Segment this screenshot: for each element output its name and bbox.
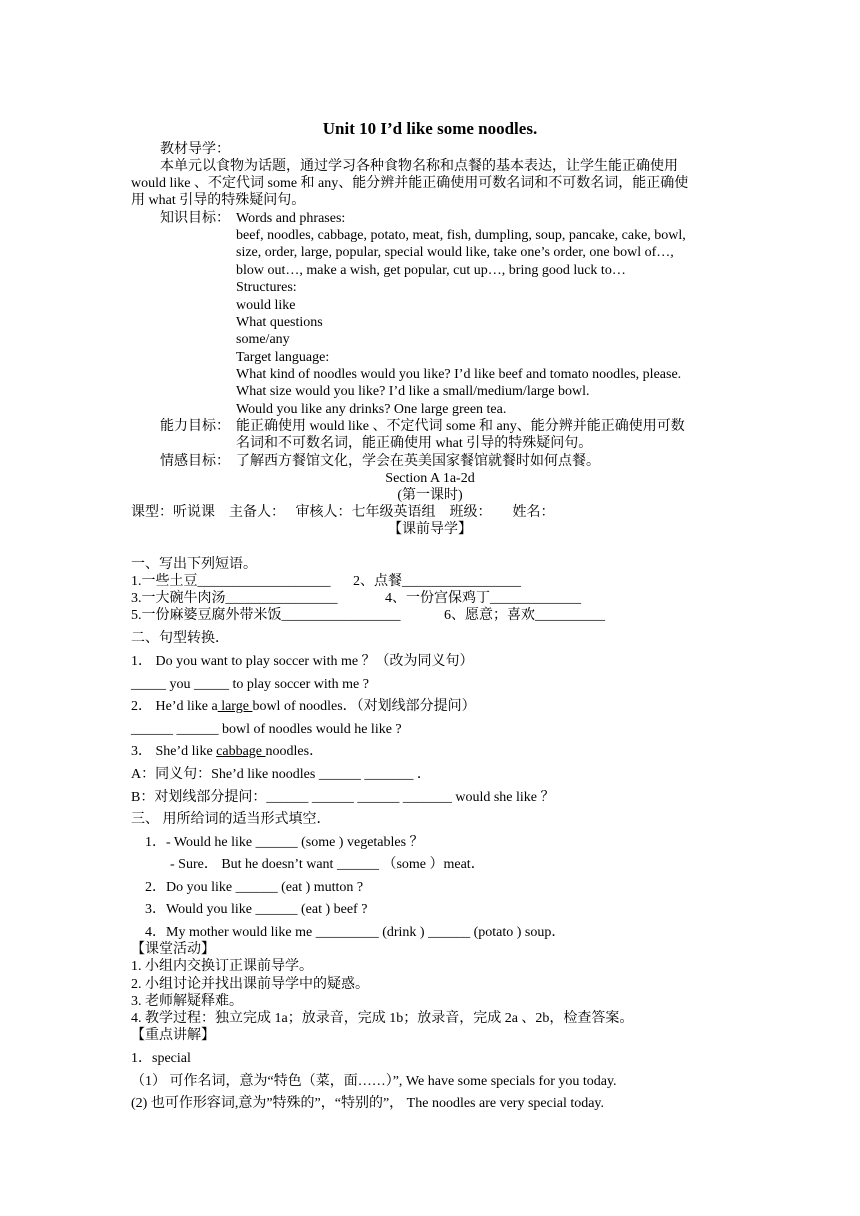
intro-line: 用 what 引导的特殊疑问句。 <box>131 193 306 208</box>
knowledge-line: Words and phrases: <box>236 211 346 226</box>
knowledge-line: What size would you like? I’d like a small/medium/large bowl. <box>236 384 590 399</box>
part1-heading: 一、写出下列短语。 <box>131 557 257 572</box>
intro-line: would like 、不定代词 some 和 any、能分辨并能正确使用可数名词和不可数名词，能正确使 <box>131 176 689 191</box>
knowledge-line: beef, noodles, cabbage, potato, meat, fish, dumpling, soup, pancake, cake, bowl, <box>236 228 686 243</box>
question-text: 2． He’d like a <box>131 699 218 714</box>
class-step: 3. 老师解疑释难。 <box>131 994 243 1009</box>
rewrite-answer: ______ ______ bowl of noodles would he like ? <box>131 722 402 737</box>
fill-question: 3．Would you like ______ (eat ) beef ? <box>145 902 368 917</box>
lesson-label: (第一课时) <box>397 488 463 503</box>
knowledge-label: 知识目标： <box>160 211 230 226</box>
rewrite-answer: B：对划线部分提问：______ ______ ______ _______ would she like ？ <box>131 790 555 805</box>
ability-line: 能正确使用 would like 、不定代词 some 和 any、能分辨并能正确使用可数 <box>236 419 685 434</box>
rewrite-question <box>131 698 476 715</box>
phrase-item: 4、一份宫保鸡丁_____________ <box>385 591 581 606</box>
section-title: Section A 1a-2d <box>385 471 475 486</box>
class-step: 4. 教学过程：独立完成 1a；放录音，完成 1b；放录音，完成 2a 、2b，检查答案。 <box>131 1011 634 1026</box>
course-info: 课型：听说课 主备人： 审核人：七年级英语组 班级： 姓名： <box>131 505 555 520</box>
knowledge-line: Target language: <box>236 350 330 365</box>
phrase-item: 2、点餐_________________ <box>353 574 521 589</box>
fill-question: - Sure． But he doesn’t want ______ （some ）meat． <box>170 857 485 872</box>
ability-line: 名词和不可数名词，能正确使用 what 引导的特殊疑问句。 <box>236 436 593 451</box>
rewrite-answer: _____ you _____ to play soccer with me ? <box>131 677 369 692</box>
underlined-word: large <box>217 699 253 714</box>
knowledge-line: some/any <box>236 332 290 347</box>
rewrite-question: 1． Do you want to play soccer with me ？（改为同义句） <box>131 654 474 669</box>
focus-heading: 【重点讲解】 <box>131 1028 215 1043</box>
knowledge-line: What questions <box>236 315 323 330</box>
class-heading: 【课堂活动】 <box>131 942 215 957</box>
knowledge-line: blow out…, make a wish, get popular, cut up…, bring good luck to… <box>236 263 626 278</box>
phrase-item: 5.一份麻婆豆腐外带米饭_________________ <box>131 608 401 623</box>
knowledge-line: size, order, large, popular, special would like, take one’s order, one bowl of…, <box>236 245 674 260</box>
fill-question: 4．My mother would like me _________ (drink ) ______ (potato ) soup． <box>145 925 566 940</box>
focus-note: (2) 也可作形容词,意为”特殊的”，“特别的”， The noodles are very special today. <box>131 1096 605 1111</box>
emotion-label: 情感目标： <box>160 454 230 469</box>
page-title: Unit 10 I’d like some noodles. <box>322 119 538 138</box>
knowledge-line: Structures: <box>236 280 297 295</box>
part3-heading: 三、 用所给词的适当形式填空． <box>131 812 331 827</box>
knowledge-line: What kind of noodles would you like? I’d like beef and tomato noodles, please. <box>236 367 682 382</box>
part2-heading: 二、句型转换． <box>131 631 229 646</box>
rewrite-answer: A：同义句：She’d like noodles ______ _______ ． <box>131 767 431 782</box>
intro-line: 本单元以食物为话题，通过学习各种食物名称和点餐的基本表达，让学生能正确使用 <box>160 159 678 174</box>
question-text: 3． She’d like <box>131 744 217 759</box>
underlined-word: cabbage <box>216 744 266 759</box>
question-text: bowl of noodles．（对划线部分提问） <box>252 699 476 714</box>
pre-class-heading: 【课前导学】 <box>388 522 472 537</box>
fill-question: 2．Do you like ______ (eat ) mutton ? <box>145 880 364 895</box>
phrase-item: 3.一大碗牛肉汤________________ <box>131 591 338 606</box>
rewrite-question <box>131 743 323 760</box>
class-step: 2. 小组讨论并找出课前导学中的疑惑。 <box>131 977 369 992</box>
focus-note: （1） 可作名词，意为“特色（菜，面……）”, We have some specials for you today. <box>131 1074 617 1089</box>
phrase-item: 1.一些土豆___________________ <box>131 574 331 589</box>
class-step: 1. 小组内交换订正课前导学。 <box>131 959 313 974</box>
emotion-line: 了解西方餐馆文化，学会在英美国家餐馆就餐时如何点餐。 <box>236 454 600 469</box>
focus-item: 1．special <box>131 1051 191 1066</box>
phrase-item: 6、愿意；喜欢__________ <box>444 608 605 623</box>
knowledge-line: would like <box>236 298 296 313</box>
fill-question: 1．- Would he like ______ (some ) vegetables ？ <box>145 835 424 850</box>
ability-label: 能力目标： <box>160 419 230 434</box>
knowledge-line: Would you like any drinks? One large green tea. <box>236 402 507 417</box>
intro-label: 教材导学： <box>160 142 230 157</box>
question-text: noodles． <box>265 744 324 759</box>
